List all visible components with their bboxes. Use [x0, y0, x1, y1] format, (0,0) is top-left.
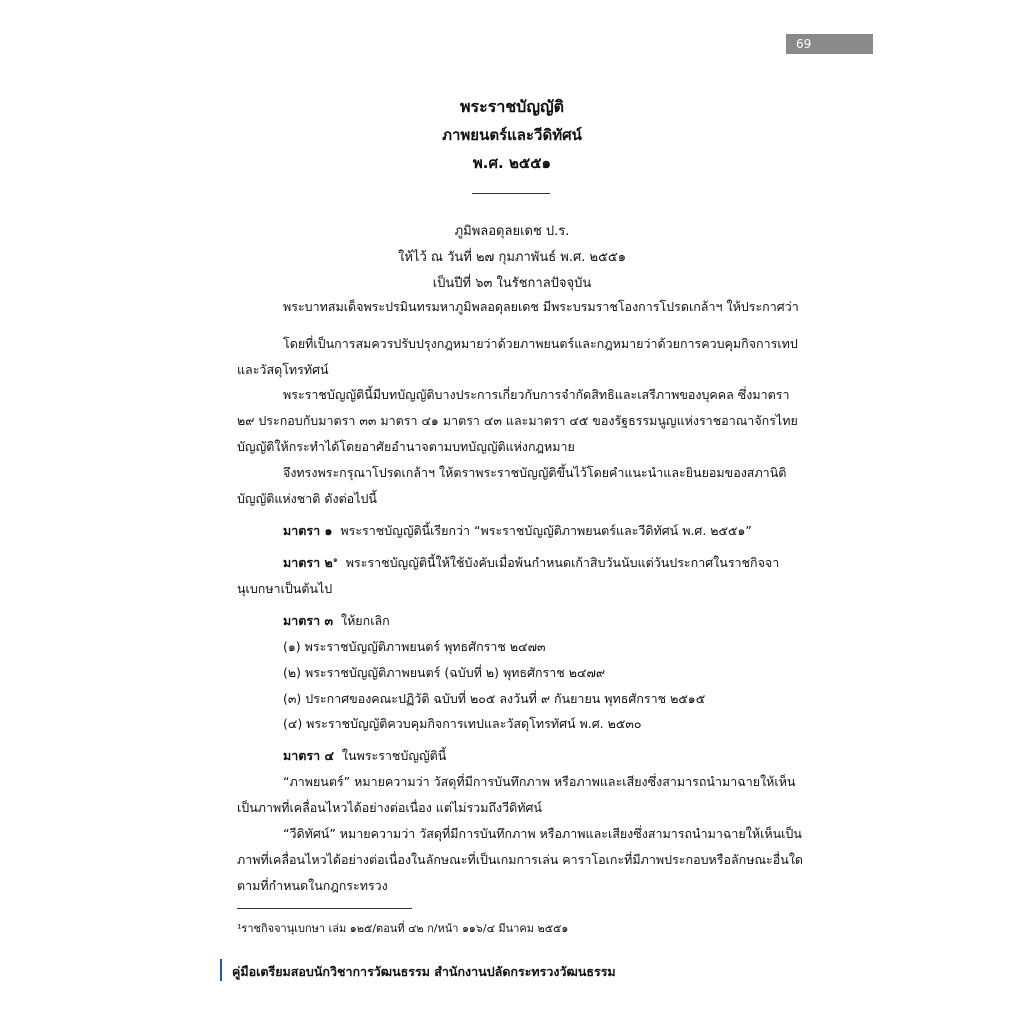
list-item: (๒) พระราชบัญญัติภาพยนตร์ (ฉบับที่ ๒) พุทธศักราช ๒๔๗๙ — [283, 665, 605, 680]
reign-year: เป็นปีที่ ๖๓ ในรัชกาลปัจจุบัน — [432, 276, 592, 291]
definition-film-cont: เป็นภาพที่เคลื่อนไหวได้อย่างต่อเนื่อง แต่ไม่รวมถึงวีดิทัศน์ — [237, 800, 542, 815]
definition-video: “วีดิทัศน์” หมายความว่า วัสดุที่มีการบันทึกภาพ หรือภาพและเสียงซึ่งสามารถนำมาฉายให้เห็นเป็น — [283, 826, 802, 841]
title-divider — [472, 193, 550, 194]
given-date: ให้ไว้ ณ วันที่ ๒๗ กุมภาพันธ์ พ.ศ. ๒๕๕๑ — [398, 250, 626, 265]
document-title: พระราชบัญญัติ — [460, 97, 564, 116]
document-subtitle: ภาพยนตร์และวีดิทัศน์ — [442, 126, 582, 144]
section-1-text: พระราชบัญญัตินี้เรียกว่า “พระราชบัญญัติภาพยนตร์และวีดิทัศน์ พ.ศ. ๒๕๕๑” — [340, 523, 752, 538]
footnote-divider — [237, 908, 412, 909]
footer-text: คู่มือเตรียมสอบนักวิชาการวัฒนธรรม สำนักงานปลัดกระทรวงวัฒนธรรม — [232, 964, 616, 979]
enactment-clause-cont: บัญญัติแห่งชาติ ดังต่อไปนี้ — [237, 491, 377, 506]
page-number: 69 — [786, 34, 873, 54]
section-3-text: ให้ยกเลิก — [340, 613, 390, 628]
section-1-label: มาตรา ๑ — [283, 523, 333, 538]
document-year: พ.ศ. ๒๕๕๑ — [472, 154, 552, 172]
list-item: (๔) พระราชบัญญัติควบคุมกิจการเทปและวัสดุโทรทัศน์ พ.ศ. ๒๕๓๐ — [283, 716, 642, 731]
preamble-proclamation: พระบาทสมเด็จพระปรมินทรมหาภูมิพลอดุลยเดช มีพระบรมราชโองการโปรดเกล้าฯ ให้ประกาศว่า — [283, 299, 799, 314]
list-item: (๑) พระราชบัญญัติภาพยนตร์ พุทธศักราช ๒๔๗๓ — [283, 639, 546, 654]
section-3 — [283, 611, 390, 631]
section-4-text: ในพระราชบัญญัตินี้ — [341, 748, 447, 763]
section-1 — [283, 521, 752, 541]
definition-film: “ภาพยนตร์” หมายความว่า วัสดุที่มีการบันทึกภาพ หรือภาพและเสียงซึ่งสามารถนำมาฉายให้เห็น — [283, 774, 796, 789]
definition-video-cont2: ตามที่กำหนดในกฎกระทรวง — [237, 878, 388, 893]
section-2 — [283, 553, 779, 573]
rights-clause-cont2: บัญญัติให้กระทำได้โดยอาศัยอำนาจตามบทบัญญัติแห่งกฎหมาย — [237, 439, 575, 454]
footer-accent-bar — [220, 959, 222, 981]
footnote-marker: ๑ — [332, 555, 338, 564]
preamble-reason: โดยที่เป็นการสมควรปรับปรุงกฎหมายว่าด้วยภาพยนตร์และกฎหมายว่าด้วยการควบคุมกิจการเทป — [283, 336, 798, 351]
definition-video-cont: ภาพที่เคลื่อนไหวได้อย่างต่อเนื่องในลักษณะที่เป็นเกมการเล่น คาราโอเกะที่มีภาพประกอบหรือลักษณะอื่นใด — [237, 852, 804, 867]
section-4 — [283, 746, 446, 766]
section-4-label: มาตรา ๔ — [283, 748, 334, 763]
list-item: (๓) ประกาศของคณะปฏิวัติ ฉบับที่ ๒๐๕ ลงวันที่ ๙ กันยายน พุทธศักราช ๒๕๑๕ — [283, 691, 706, 706]
preamble-reason-cont: และวัสดุโทรทัศน์ — [237, 362, 329, 377]
rights-clause-cont: ๒๙ ประกอบกับมาตรา ๓๓ มาตรา ๔๑ มาตรา ๔๓ และมาตรา ๔๕ ของรัฐธรรมนูญแห่งราชอาณาจักรไทย — [237, 413, 798, 428]
section-2-label: มาตรา ๒ — [283, 555, 333, 571]
section-3-label: มาตรา ๓ — [283, 613, 334, 628]
enactment-clause: จึงทรงพระกรุณาโปรดเกล้าฯ ให้ตราพระราชบัญญัติขึ้นไว้โดยคำแนะนำและยินยอมของสภานิติ — [283, 465, 787, 480]
rights-clause: พระราชบัญญัตินี้มีบทบัญญัติบางประการเกี่ยวกับการจำกัดสิทธิและเสรีภาพของบุคคล ซึ่งมาตรา — [283, 387, 790, 402]
section-2-text: พระราชบัญญัตินี้ให้ใช้บังคับเมื่อพ้นกำหนดเก้าสิบวันนับแต่วันประกาศในราชกิจจา — [345, 555, 780, 571]
footnote: ¹ราชกิจจานุเบกษา เล่ม ๑๒๕/ตอนที่ ๔๒ ก/หน้า ๑๑๖/๔ มีนาคม ๒๕๕๑ — [237, 922, 569, 935]
section-2-cont: นุเบกษาเป็นต้นไป — [237, 581, 333, 596]
royal-signature: ภูมิพลอดุลยเดช ป.ร. — [454, 224, 570, 239]
